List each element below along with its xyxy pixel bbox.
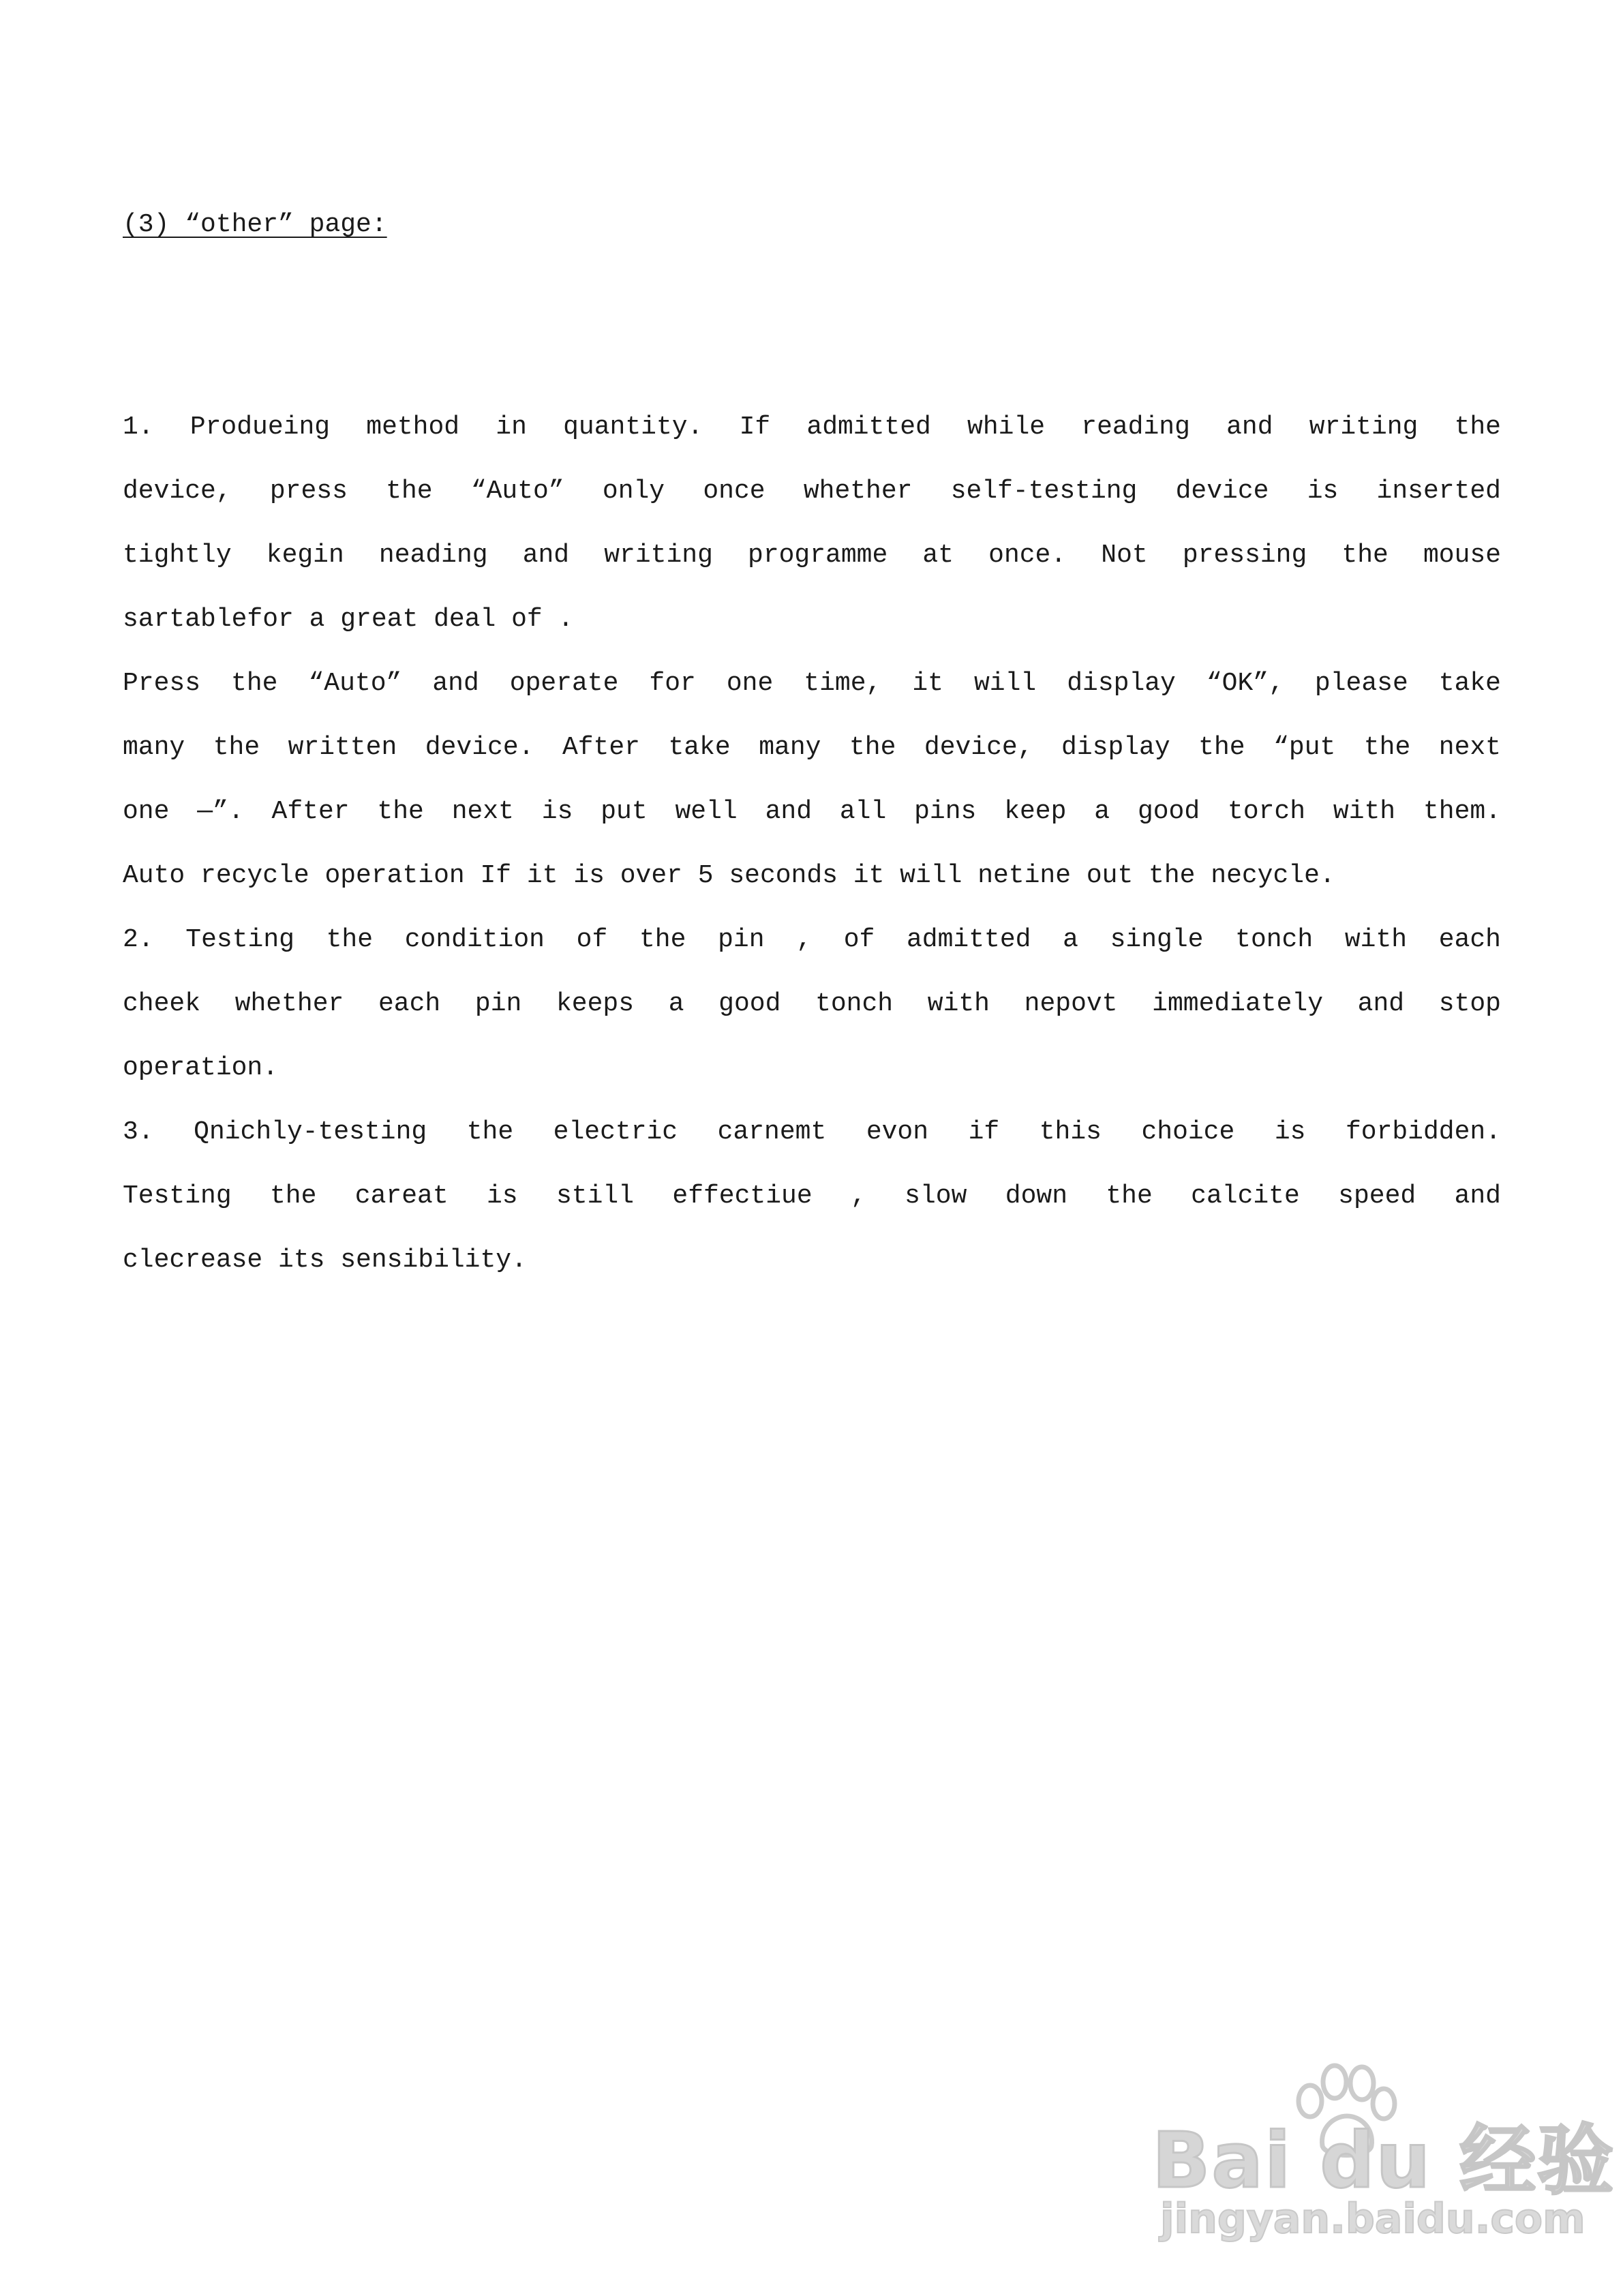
text-line: 3. Qnichly-testing the electric carnemt evon if this choice is forbidden. [123,1117,1501,1147]
text-line: cheek whether each pin keeps a good tonch with nepovt immediately and stop [123,989,1501,1018]
text-line: 1. Produeing method in quantity. If admitted while reading and writing the [123,412,1501,442]
text-line: clecrease its sensibility. [123,1245,527,1275]
text-line: Auto recycle operation If it is over 5 seconds it will netine out the necycle. [123,861,1335,890]
text-line: 2. Testing the condition of the pin , of admitted a single tonch with each [123,925,1501,954]
watermark-brand: Bai du 经验 [1152,2117,1616,2205]
document-body [123,395,1501,1293]
text-line: Testing the careat is still effectiue , slow down the calcite speed and [123,1181,1501,1211]
text-line: one —”. After the next is put well and all pins keep a good torch with them. [123,797,1501,826]
section-heading: (3) “other” page: [123,210,387,239]
text-line: Press the “Auto” and operate for one time, it will display “OK”, please take [123,669,1501,698]
text-line: many the written device. After take many the device, display the “put the next [123,733,1501,762]
text-line: operation. [123,1053,279,1083]
watermark-url: jingyan.baidu.com [1160,2195,1586,2243]
text-line: tightly kegin neading and writing programme at once. Not pressing the mouse [123,541,1501,570]
text-line: device, press the “Auto” only once whether self-testing device is inserted [123,477,1501,506]
watermark [1152,2059,1616,2263]
text-line: sartablefor a great deal of . [123,605,574,634]
